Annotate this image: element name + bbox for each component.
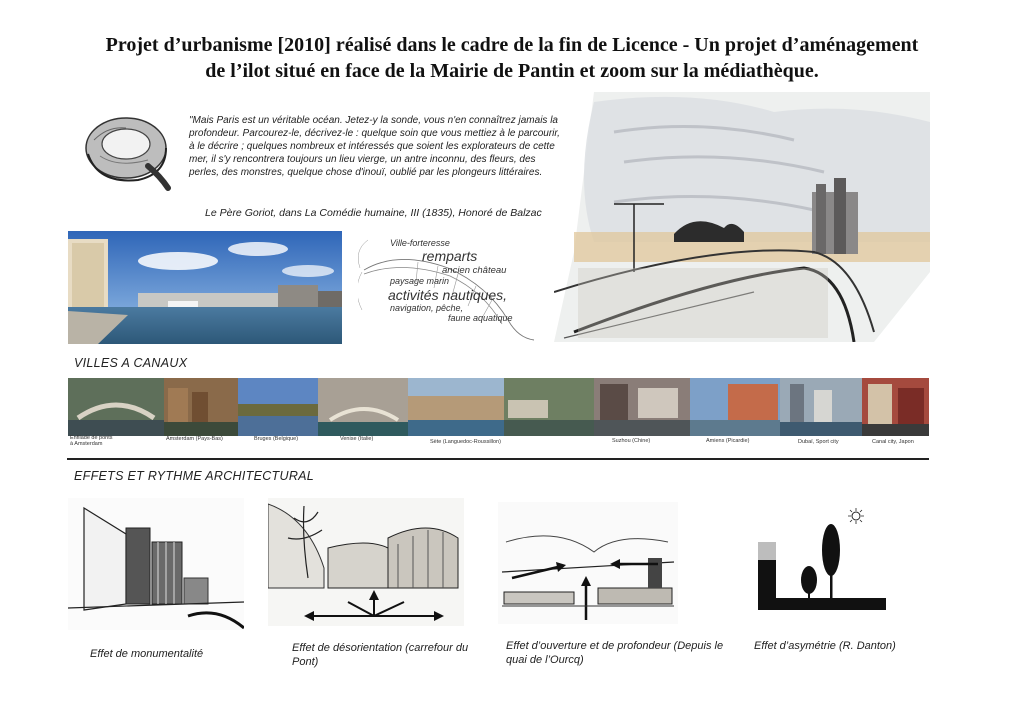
word-ville-forteresse: Ville-forteresse — [390, 238, 450, 248]
ring-sketch — [78, 104, 182, 192]
caption-ouverture: Effet d’ouverture et de profondeur (Depuis le quai de l’Ourcq) — [506, 640, 724, 666]
canal-perspective-sketch — [554, 92, 930, 342]
sketch-monumentalite — [68, 498, 244, 630]
strip-caption-1b: à Amsterdam — [70, 441, 103, 447]
section-villes-a-canaux: VILLES A CANAUX — [74, 356, 188, 370]
canal-cities-strip — [68, 378, 929, 447]
balzac-quote: "Mais Paris est un véritable océan. Jetez-y la sonde, vous n'en connaîtrez jamais la profondeur. Parcourez-le, décrivez-le : quelque soin que vous mettiez à le parcourir, à le décrire ; quelques nombreux et intéressés que soient les explorateurs de cette mer, il s'y rencontrera toujours un lieu vierge, un antre inconnu, des fleurs, des perles, des monstres, quelque chose d'inouï, oublié par les plongeurs littéraires. — [189, 115, 560, 178]
caption-desorientation: Effet de désorientation (carrefour du Pont) — [292, 642, 469, 668]
strip-caption-9: Canal city, Japon — [872, 439, 914, 445]
word-ancien-chateau: ancien château — [442, 265, 507, 276]
word-navigation-peche: navigation, pêche, — [390, 303, 464, 313]
quote-attribution: Le Père Goriot, dans La Comédie humaine, III (1835), Honoré de Balzac — [205, 207, 542, 219]
strip-caption-3: Bruges (Belgique) — [254, 436, 299, 442]
strip-caption-7: Amiens (Picardie) — [706, 438, 750, 444]
sketch-ouverture-profondeur — [498, 502, 678, 624]
strip-caption-5: Sète (Languedoc-Roussillon) — [430, 439, 501, 445]
title-line-1: Projet d’urbanisme [2010] réalisé dans le cadre de la fin de Licence - Un projet d’aménagement — [105, 34, 919, 56]
page-title — [0, 32, 1024, 84]
word-faune-aquatique: faune aquatique — [448, 313, 513, 323]
word-paysage-marin: paysage marin — [390, 276, 450, 286]
word-cloud — [358, 230, 550, 344]
strip-caption-4: Venise (Italie) — [340, 436, 374, 442]
word-remparts: remparts — [422, 248, 478, 264]
sketch-asymetrie — [756, 508, 888, 612]
caption-monumentalite: Effet de monumentalité — [90, 648, 204, 660]
sketch-desorientation — [268, 498, 464, 626]
caption-asymetrie: Effet d’asymétrie (R. Danton) — [754, 640, 896, 652]
canal-photo — [68, 231, 342, 344]
section-effets-et-rythme: EFFETS ET RYTHME ARCHITECTURAL — [74, 469, 315, 483]
title-line-2: de l’ilot situé en face de la Mairie de Pantin et zoom sur la médiathèque. — [205, 60, 819, 82]
strip-caption-8: Dubaï, Sport city — [798, 439, 839, 445]
section-divider — [67, 458, 929, 460]
word-activites-nautiques: activités nautiques, — [388, 287, 508, 303]
strip-caption-2: Amsterdam (Pays-Bas) — [166, 436, 223, 442]
strip-caption-6: Suzhou (Chine) — [612, 438, 651, 444]
strip-caption-1: Enfilade de ponts — [70, 435, 113, 441]
